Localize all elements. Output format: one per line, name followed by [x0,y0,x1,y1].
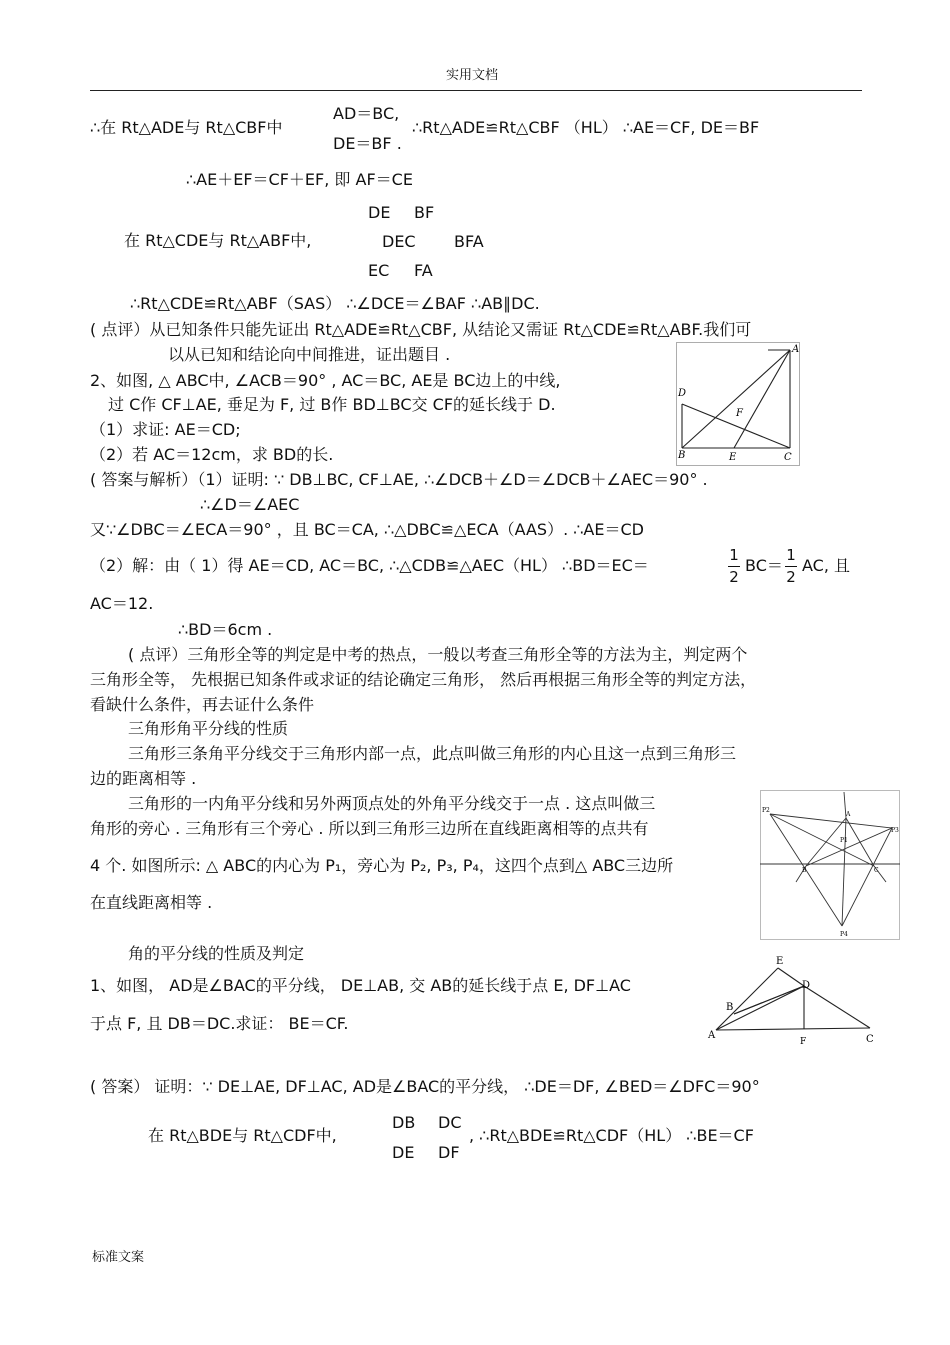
text-line: ∴Rt△CDE≌Rt△ABF（SAS） ∴∠DCE＝∠BAF ∴AB∥DC. [130,294,540,313]
label-f: F [736,408,743,419]
label-a: A [708,1030,716,1041]
section-heading: 角的平分线的性质及判定 [128,944,305,963]
system-top: DC [438,1113,462,1132]
label-p2: P2 [762,807,770,814]
figure-triangle-abc [676,342,800,466]
fraction-denominator: 2 [786,568,796,586]
system-bottom: DE＝BF . [333,134,402,153]
label-c: C [866,1034,874,1045]
system-top: DE [368,203,391,222]
problem-2-title: 2、如图, △ ABC中, ∠ACB＝90° , AC＝BC, AE是 BC边上的中线, [90,371,561,390]
fraction-numerator: 1 [786,546,796,564]
label-d: D [678,388,687,399]
label-a: A [846,811,851,818]
label-p4: P4 [840,931,848,938]
text-line: ( 点评）三角形全等的判定是中考的热点，一般以考查三角形全等的方法为主，判定两个 [128,645,748,664]
text-line: 角形的旁心 . 三角形有三个旁心 . 所以到三角形三边所在直线距离相等的点共有 [90,819,649,838]
label-b: B [726,1002,734,1013]
header-rule [90,90,862,91]
text-line: 在 Rt△CDE与 Rt△ABF中, [124,231,312,250]
label-a: A [792,344,800,355]
text-line: ∴AE＋EF＝CF＋EF, 即 AF＝CE [186,170,413,189]
label-p1: P1 [840,837,848,844]
figure-excenters [760,790,900,940]
system-middle: DEC [382,232,416,251]
text-line: 过 C作 CF⊥AE, 垂足为 F, 过 B作 BD⊥BC交 CF的延长线于 D. [108,395,556,414]
system-top: AD＝BC, [333,104,400,123]
text-line: 以从已知和结论向中间推进，证出题目 . [168,345,451,364]
label-p3: P3 [891,827,899,834]
label-c: C [784,452,792,463]
label-e: E [729,452,737,463]
section-heading: 三角形角平分线的性质 [128,719,289,738]
label-e: E [776,956,784,967]
label-f: F [800,1037,807,1047]
page-header: 实用文档 [446,68,499,83]
text-line: ( 答案） 证明：∵ DE⊥AE, DF⊥AC, AD是∠BAC的平分线， ∴DE＝DF, ∠BED＝∠DFC＝90° [90,1077,760,1096]
text-line: 于点 F, 且 DB＝DC.求证： BE＝CF. [90,1014,349,1033]
text-line: AC＝12. [90,594,154,613]
text-line: ∴BD＝6cm . [178,620,273,639]
fraction-numerator: 1 [729,546,739,564]
system-bottom: DE [392,1143,415,1162]
text-line: 看缺什么条件，再去证什么条件 [90,695,315,714]
figure-angle-bisector [704,952,880,1052]
fraction-bar [728,566,740,567]
fraction-denominator: 2 [729,568,739,586]
label-d: D [802,980,811,991]
text-line: （2）解：由（ 1）得 AE＝CD, AC＝BC, ∴△CDB≌△AEC（HL） ∴BD＝EC＝ [90,556,649,575]
text-line: 三角形的一内角平分线和另外两顶点处的外角平分线交于一点 . 这点叫做三 [128,794,656,813]
text-line: AC, 且 [802,556,851,575]
text-line: 在 Rt△BDE与 Rt△CDF中, [148,1126,337,1145]
fraction-bar [785,566,797,567]
text-line: ∴∠D＝∠AEC [200,495,300,514]
label-b: B [678,450,686,461]
text-line: ∴Rt△ADE≌Rt△CBF （HL） ∴AE＝CF, DE＝BF [412,118,760,137]
text-line: ( 答案与解析）（1）证明: ∵ DB⊥BC, CF⊥AE, ∴∠DCB＋∠D＝∠DCB＋∠AEC＝90° . [90,470,708,489]
text-line: 在直线距离相等 . [90,893,213,912]
text-line: BC＝ [745,556,783,575]
text-line: , ∴Rt△BDE≌Rt△CDF（HL） ∴BE＝CF [469,1126,754,1145]
label-b: B [802,867,807,874]
page-footer: 标准文案 [92,1250,145,1265]
text-line: ∴在 Rt△ADE与 Rt△CBF中 [90,118,283,137]
system-bottom: FA [414,261,433,280]
system-top: DB [392,1113,416,1132]
text-line: ( 点评）从已知条件只能先证出 Rt△ADE≌Rt△CBF, 从结论又需证 Rt△CDE≌Rt△ABF.我们可 [90,320,752,339]
problem-1-title: 1、如图， AD是∠BAC的平分线， DE⊥AB, 交 AB的延长线于点 E, DF⊥AC [90,976,631,995]
system-top: BF [414,203,435,222]
text-line: （2）若 AC＝12cm，求 BD的长. [90,445,334,464]
text-line: 边的距离相等 . [90,769,197,788]
text-line: （1）求证: AE＝CD; [90,420,241,439]
system-bottom: EC [368,261,390,280]
text-line: 三角形三条角平分线交于三角形内部一点，此点叫做三角形的内心且这一点到三角形三 [128,744,737,763]
system-middle: BFA [454,232,484,251]
text-line: 三角形全等， 先根据已知条件或求证的结论确定三角形， 然后再根据三角形全等的判定方法， [90,670,757,689]
system-bottom: DF [438,1143,460,1162]
text-line: 4 个. 如图所示: △ ABC的内心为 P₁，旁心为 P₂, P₃, P₄，这四个点到△ ABC三边所 [90,856,674,875]
text-line: 又∵∠DBC＝∠ECA＝90° ，且 BC＝CA, ∴△DBC≌△ECA（AAS）. ∴AE＝CD [90,520,644,539]
label-c: C [874,867,879,874]
